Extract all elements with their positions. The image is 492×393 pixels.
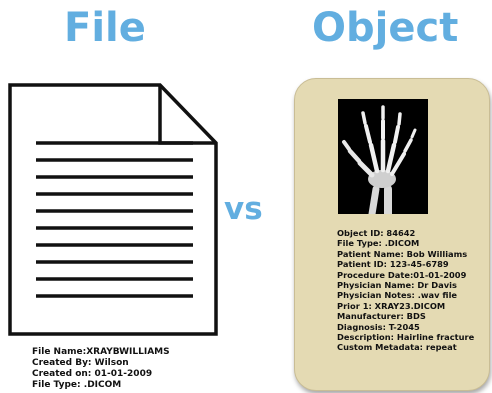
metadata-item: Patient ID: 123-45-6789 [337,259,449,270]
metadata-item: Prior 1: XRAY23.DICOM [337,300,446,311]
metadata-item: Description: Hairline fracture [337,332,475,343]
vs-label: vs [224,191,263,227]
object-card [294,78,490,391]
metadata-item: File Name:XRAYBWILLIAMS [32,347,170,357]
metadata-item: Custom Metadata: repeat [337,342,457,353]
metadata-item: Physician Notes: .wav file [337,290,458,301]
hand-xray-image [338,99,428,214]
metadata-item: Physician Name: Dr Davis [337,280,457,291]
document-icon [8,83,218,336]
metadata-item: Created By: Wilson [32,358,129,368]
metadata-item: Procedure Date:01-01-2009 [337,269,467,280]
metadata-item: Patient Name: Bob Williams [337,248,468,259]
metadata-item: File Type: .DICOM [337,238,420,249]
metadata-item: File Type: .DICOM [32,380,122,390]
object-title: Object [312,5,459,51]
metadata-item: Created on: 01-01-2009 [32,369,153,379]
file-title: File [64,5,146,51]
document-lines [36,143,193,296]
file-metadata-list [32,347,170,391]
metadata-item: Object ID: 84642 [337,228,416,238]
object-metadata-list [337,228,474,353]
metadata-item: Manufacturer: BDS [337,311,426,322]
metadata-item: Diagnosis: T-2045 [337,321,420,332]
